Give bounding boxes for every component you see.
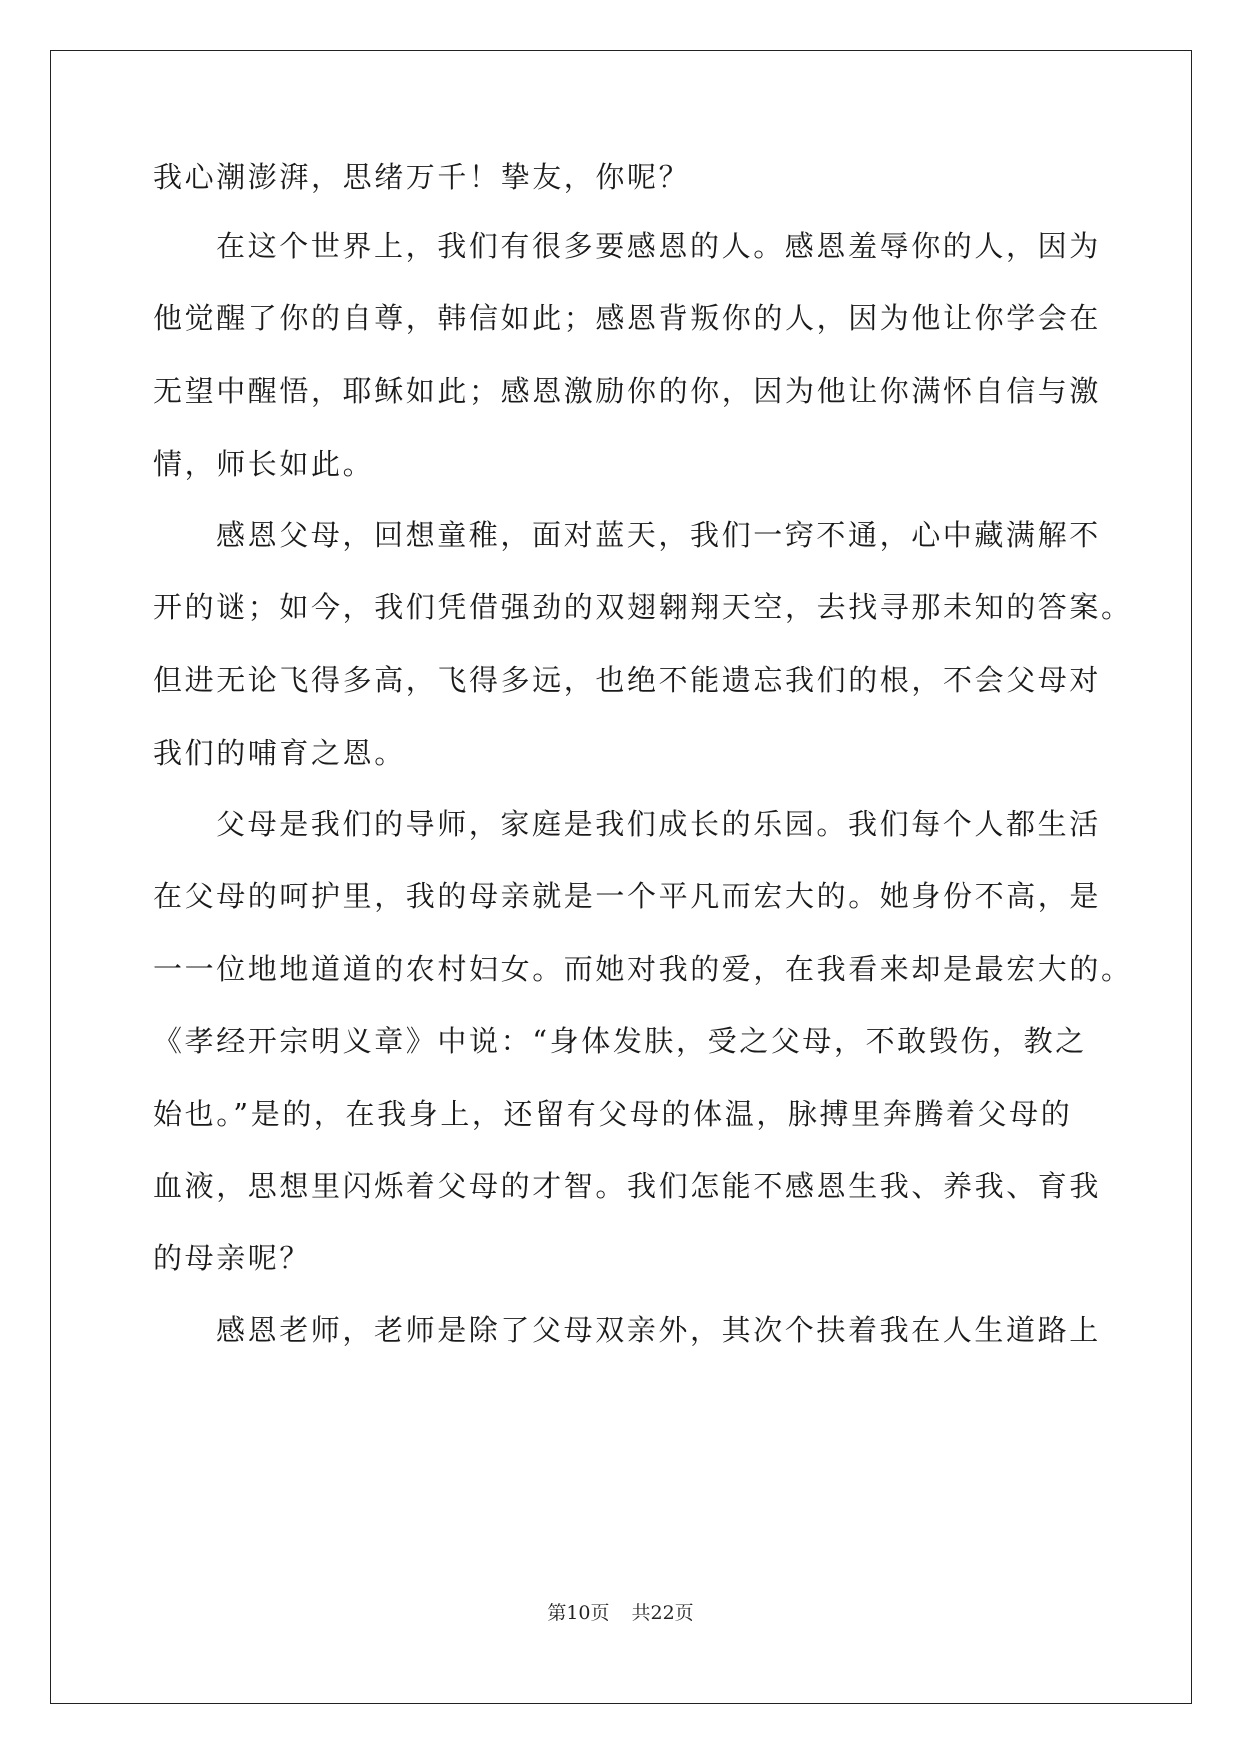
text-line: 在父母的呵护里，我的母亲就是一个平凡而宏大的。她身份不高，是 [153,879,1102,913]
paragraph-first-line: 在这个世界上，我们有很多要感恩的人。感恩羞辱你的人，因为 [216,229,1101,263]
text-line: 情，师长如此。 [153,447,375,481]
text-line: 我们的哺育之恩。 [153,736,406,770]
page-border [50,50,1192,1704]
text-line: 《孝经开宗明义章》中说：“身体发肤，受之父母，不敢毁伤，教之 [153,1024,1087,1058]
text-line: 血液，思想里闪烁着父母的才智。我们怎能不感恩生我、养我、育我 [153,1169,1102,1203]
text-line: 开的谜；如今，我们凭借强劲的双翅翱翔天空，去找寻那未知的答案。 [153,590,1133,624]
text-line: 一一位地地道道的农村妇女。而她对我的爱，在我看来却是最宏大的。 [153,952,1133,986]
text-line: 始也。”是的，在我身上，还留有父母的体温，脉搏里奔腾着父母的 [153,1097,1073,1131]
page-number: 第10页 [547,1602,610,1624]
text-line: 我心潮澎湃，思绪万千！挚友，你呢？ [153,160,691,194]
text-line: 无望中醒悟，耶稣如此；感恩激励你的你，因为他让你满怀自信与激 [153,374,1102,408]
text-line: 但进无论飞得多高，飞得多远，也绝不能遗忘我们的根，不会父母对 [153,663,1102,697]
text-line: 他觉醒了你的自尊，韩信如此；感恩背叛你的人，因为他让你学会在 [153,301,1102,335]
text-line: 的母亲呢？ [153,1241,312,1275]
paragraph-first-line: 感恩父母，回想童稚，面对蓝天，我们一窍不通，心中藏满解不 [216,518,1101,552]
page-footer [0,1601,1241,1625]
paragraph-first-line: 父母是我们的导师，家庭是我们成长的乐园。我们每个人都生活 [216,807,1101,841]
total-pages: 共22页 [631,1602,694,1624]
paragraph-first-line: 感恩老师，老师是除了父母双亲外，其次个扶着我在人生道路上 [216,1313,1101,1347]
